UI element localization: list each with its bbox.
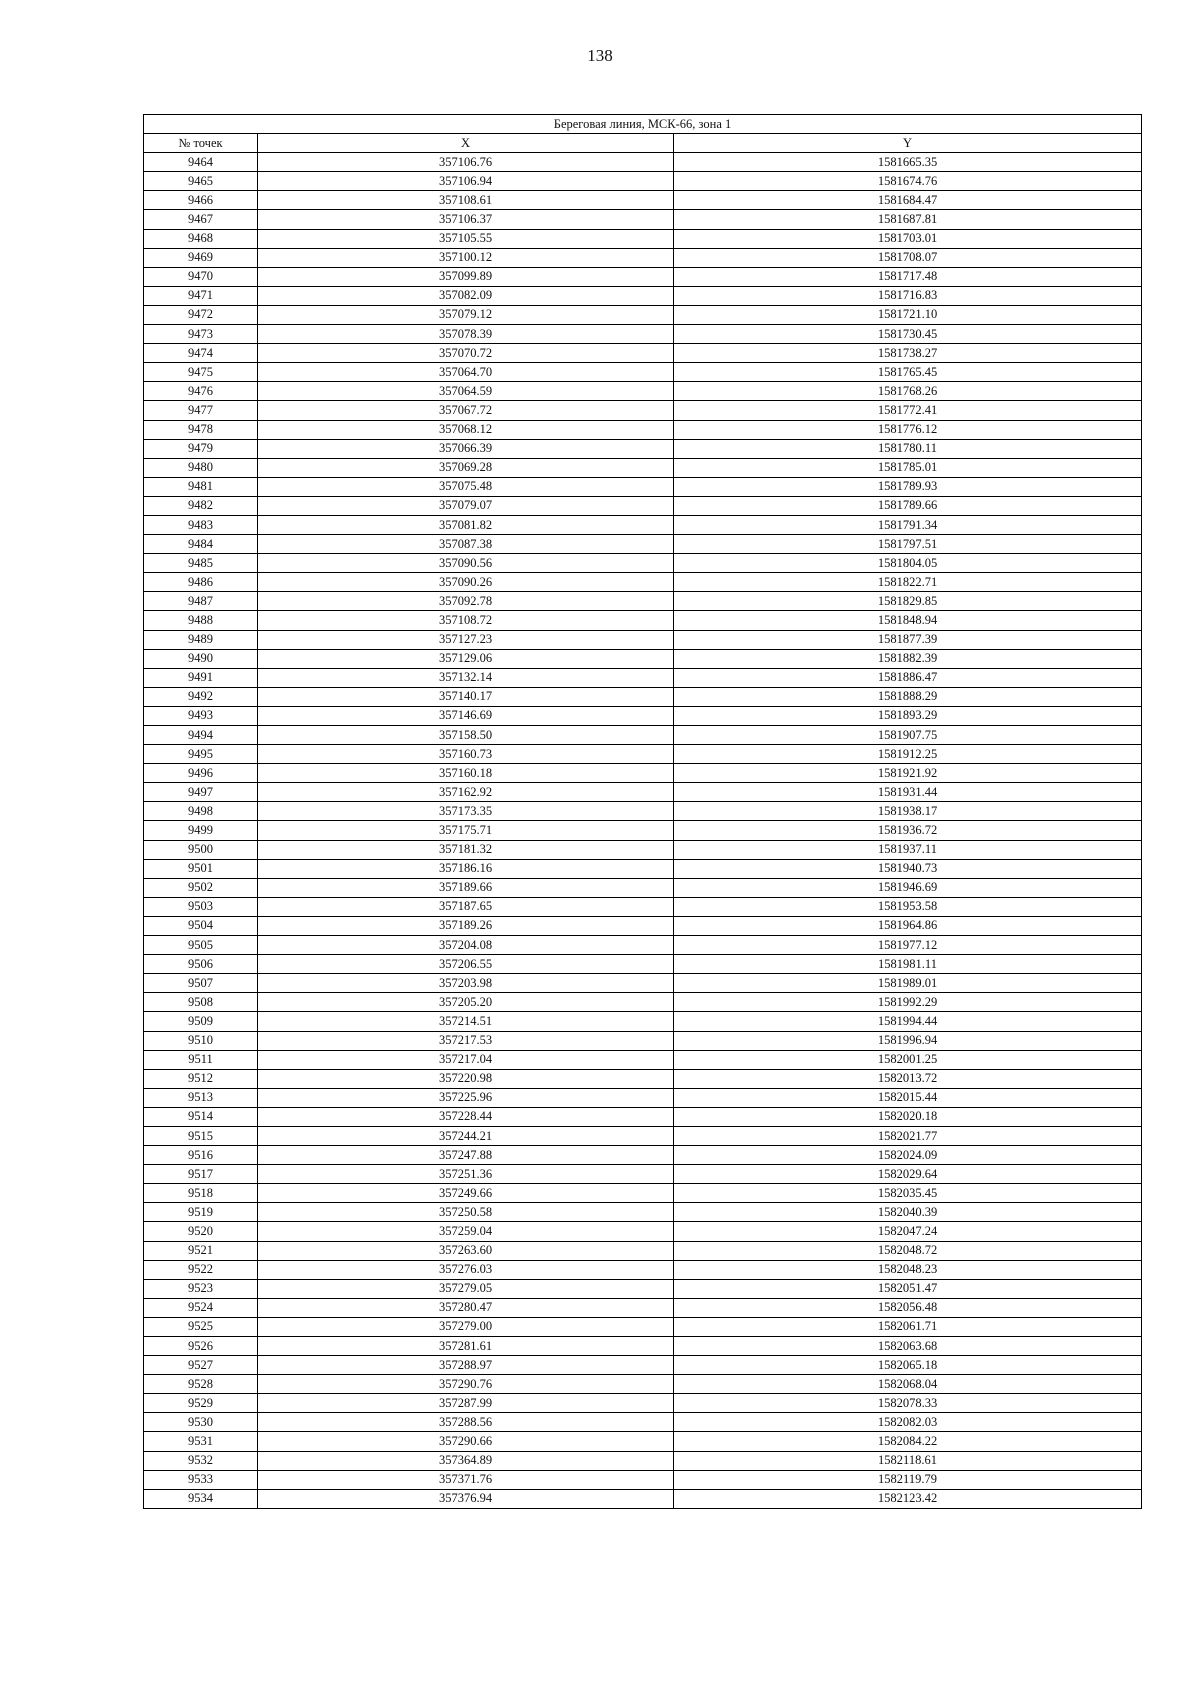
cell-point-number: 9534 [144,1489,258,1508]
table-row [144,267,1142,286]
cell-point-number: 9467 [144,210,258,229]
table-row [144,325,1142,344]
cell-x: 357108.61 [258,191,674,210]
cell-x: 357290.66 [258,1432,674,1451]
cell-y: 1581768.26 [674,382,1142,401]
cell-point-number: 9466 [144,191,258,210]
cell-x: 357106.76 [258,153,674,172]
table-row [144,382,1142,401]
cell-y: 1581937.11 [674,840,1142,859]
cell-y: 1581785.01 [674,458,1142,477]
cell-point-number: 9509 [144,1012,258,1031]
table-row [144,363,1142,382]
cell-point-number: 9502 [144,878,258,897]
cell-y: 1582048.23 [674,1260,1142,1279]
cell-point-number: 9482 [144,496,258,515]
cell-y: 1581912.25 [674,745,1142,764]
cell-point-number: 9498 [144,802,258,821]
cell-x: 357206.55 [258,955,674,974]
cell-point-number: 9503 [144,897,258,916]
header-y: Y [674,134,1142,153]
cell-x: 357082.09 [258,286,674,305]
table-row [144,496,1142,515]
cell-point-number: 9492 [144,687,258,706]
cell-point-number: 9489 [144,630,258,649]
table-row [144,229,1142,248]
cell-point-number: 9525 [144,1317,258,1336]
cell-point-number: 9468 [144,229,258,248]
header-x: X [258,134,674,153]
cell-x: 357160.73 [258,745,674,764]
table-row [144,554,1142,573]
cell-point-number: 9527 [144,1356,258,1375]
cell-x: 357189.66 [258,878,674,897]
table-row [144,1107,1142,1126]
cell-y: 1581776.12 [674,420,1142,439]
cell-point-number: 9472 [144,305,258,324]
cell-point-number: 9505 [144,936,258,955]
cell-point-number: 9479 [144,439,258,458]
cell-y: 1582056.48 [674,1298,1142,1317]
table-row [144,993,1142,1012]
cell-point-number: 9473 [144,325,258,344]
cell-x: 357092.78 [258,592,674,611]
cell-x: 357106.37 [258,210,674,229]
cell-y: 1581687.81 [674,210,1142,229]
cell-x: 357186.16 [258,859,674,878]
header-point-number: № точек [144,134,258,153]
cell-y: 1581738.27 [674,344,1142,363]
table-row [144,401,1142,420]
cell-x: 357106.94 [258,172,674,191]
cell-x: 357287.99 [258,1394,674,1413]
table-row [144,439,1142,458]
cell-x: 357364.89 [258,1451,674,1470]
table-row [144,458,1142,477]
cell-y: 1582078.33 [674,1394,1142,1413]
table-row [144,1241,1142,1260]
cell-y: 1581981.11 [674,955,1142,974]
cell-point-number: 9533 [144,1470,258,1489]
cell-point-number: 9515 [144,1126,258,1145]
cell-x: 357288.56 [258,1413,674,1432]
cell-x: 357371.76 [258,1470,674,1489]
cell-x: 357228.44 [258,1107,674,1126]
cell-x: 357263.60 [258,1241,674,1260]
cell-y: 1581721.10 [674,305,1142,324]
cell-point-number: 9469 [144,248,258,267]
cell-x: 357070.72 [258,344,674,363]
cell-point-number: 9513 [144,1088,258,1107]
table-row [144,1337,1142,1356]
table-row [144,611,1142,630]
cell-x: 357075.48 [258,477,674,496]
table-row [144,1279,1142,1298]
cell-x: 357290.76 [258,1375,674,1394]
table-row [144,1451,1142,1470]
table-row [144,1470,1142,1489]
cell-point-number: 9485 [144,554,258,573]
cell-y: 1581716.83 [674,286,1142,305]
table-row [144,1203,1142,1222]
table-row [144,1165,1142,1184]
cell-point-number: 9480 [144,458,258,477]
cell-point-number: 9511 [144,1050,258,1069]
cell-x: 357105.55 [258,229,674,248]
cell-point-number: 9501 [144,859,258,878]
cell-x: 357214.51 [258,1012,674,1031]
table-row [144,286,1142,305]
table-row [144,764,1142,783]
table-row [144,1375,1142,1394]
cell-point-number: 9497 [144,783,258,802]
cell-x: 357064.59 [258,382,674,401]
cell-y: 1581684.47 [674,191,1142,210]
cell-x: 357281.61 [258,1337,674,1356]
table-row [144,1394,1142,1413]
table-row [144,936,1142,955]
cell-y: 1581882.39 [674,649,1142,668]
cell-point-number: 9531 [144,1432,258,1451]
table-row [144,305,1142,324]
cell-point-number: 9494 [144,726,258,745]
table-row [144,726,1142,745]
table-row [144,974,1142,993]
cell-y: 1581789.93 [674,477,1142,496]
cell-point-number: 9470 [144,267,258,286]
cell-y: 1582001.25 [674,1050,1142,1069]
cell-x: 357081.82 [258,515,674,534]
table-row [144,706,1142,725]
cell-y: 1581994.44 [674,1012,1142,1031]
cell-point-number: 9526 [144,1337,258,1356]
table-row [144,878,1142,897]
table-title-row [144,115,1142,134]
cell-y: 1582035.45 [674,1184,1142,1203]
cell-x: 357280.47 [258,1298,674,1317]
cell-y: 1581977.12 [674,936,1142,955]
cell-x: 357187.65 [258,897,674,916]
cell-x: 357217.04 [258,1050,674,1069]
cell-y: 1581936.72 [674,821,1142,840]
cell-x: 357069.28 [258,458,674,477]
cell-y: 1581708.07 [674,248,1142,267]
cell-y: 1581797.51 [674,535,1142,554]
table-row [144,1356,1142,1375]
table-row [144,420,1142,439]
cell-y: 1581703.01 [674,229,1142,248]
table-row [144,821,1142,840]
cell-y: 1581804.05 [674,554,1142,573]
cell-x: 357181.32 [258,840,674,859]
table-row [144,172,1142,191]
cell-point-number: 9516 [144,1146,258,1165]
table-row [144,1184,1142,1203]
table-header-row [144,134,1142,153]
table-row [144,897,1142,916]
cell-point-number: 9491 [144,668,258,687]
cell-y: 1582029.64 [674,1165,1142,1184]
cell-point-number: 9500 [144,840,258,859]
cell-y: 1581717.48 [674,267,1142,286]
table-row [144,1126,1142,1145]
cell-point-number: 9529 [144,1394,258,1413]
cell-x: 357288.97 [258,1356,674,1375]
cell-x: 357146.69 [258,706,674,725]
cell-x: 357100.12 [258,248,674,267]
cell-point-number: 9488 [144,611,258,630]
cell-y: 1582061.71 [674,1317,1142,1336]
table-row [144,573,1142,592]
cell-y: 1582020.18 [674,1107,1142,1126]
cell-y: 1581953.58 [674,897,1142,916]
table-title: Береговая линия, МСК-66, зона 1 [144,115,1142,134]
cell-point-number: 9486 [144,573,258,592]
cell-y: 1581848.94 [674,611,1142,630]
cell-y: 1581886.47 [674,668,1142,687]
table-row [144,1012,1142,1031]
table-row [144,916,1142,935]
cell-point-number: 9504 [144,916,258,935]
cell-y: 1581893.29 [674,706,1142,725]
cell-x: 357217.53 [258,1031,674,1050]
cell-y: 1581931.44 [674,783,1142,802]
table-row [144,1222,1142,1241]
cell-y: 1581940.73 [674,859,1142,878]
table-row [144,955,1142,974]
cell-y: 1581964.86 [674,916,1142,935]
cell-y: 1582024.09 [674,1146,1142,1165]
cell-x: 357162.92 [258,783,674,802]
cell-x: 357079.07 [258,496,674,515]
cell-y: 1581989.01 [674,974,1142,993]
page-number: 138 [587,46,613,65]
cell-y: 1581780.11 [674,439,1142,458]
cell-x: 357067.72 [258,401,674,420]
cell-y: 1582021.77 [674,1126,1142,1145]
cell-y: 1582015.44 [674,1088,1142,1107]
cell-point-number: 9524 [144,1298,258,1317]
cell-y: 1581992.29 [674,993,1142,1012]
cell-point-number: 9519 [144,1203,258,1222]
cell-x: 357099.89 [258,267,674,286]
cell-point-number: 9478 [144,420,258,439]
cell-x: 357189.26 [258,916,674,935]
table-row [144,745,1142,764]
cell-point-number: 9518 [144,1184,258,1203]
cell-y: 1581822.71 [674,573,1142,592]
cell-point-number: 9465 [144,172,258,191]
cell-x: 357204.08 [258,936,674,955]
cell-y: 1582118.61 [674,1451,1142,1470]
cell-x: 357376.94 [258,1489,674,1508]
cell-point-number: 9487 [144,592,258,611]
cell-y: 1581877.39 [674,630,1142,649]
cell-y: 1582013.72 [674,1069,1142,1088]
cell-point-number: 9508 [144,993,258,1012]
cell-point-number: 9522 [144,1260,258,1279]
cell-point-number: 9474 [144,344,258,363]
cell-y: 1582047.24 [674,1222,1142,1241]
cell-x: 357129.06 [258,649,674,668]
cell-point-number: 9493 [144,706,258,725]
cell-y: 1581791.34 [674,515,1142,534]
cell-x: 357160.18 [258,764,674,783]
cell-point-number: 9475 [144,363,258,382]
cell-point-number: 9528 [144,1375,258,1394]
cell-x: 357158.50 [258,726,674,745]
cell-point-number: 9523 [144,1279,258,1298]
cell-x: 357244.21 [258,1126,674,1145]
table-row [144,344,1142,363]
table-row [144,1260,1142,1279]
cell-x: 357250.58 [258,1203,674,1222]
cell-x: 357064.70 [258,363,674,382]
cell-y: 1582051.47 [674,1279,1142,1298]
table-row [144,1298,1142,1317]
cell-x: 357140.17 [258,687,674,706]
table-body [144,153,1142,1509]
cell-point-number: 9530 [144,1413,258,1432]
cell-x: 357225.96 [258,1088,674,1107]
cell-point-number: 9520 [144,1222,258,1241]
cell-x: 357203.98 [258,974,674,993]
cell-y: 1581829.85 [674,592,1142,611]
table-row [144,1146,1142,1165]
cell-x: 357066.39 [258,439,674,458]
cell-y: 1582048.72 [674,1241,1142,1260]
cell-point-number: 9471 [144,286,258,305]
cell-y: 1581907.75 [674,726,1142,745]
table-row [144,1317,1142,1336]
table-row [144,1413,1142,1432]
cell-x: 357220.98 [258,1069,674,1088]
table-row [144,1069,1142,1088]
cell-point-number: 9512 [144,1069,258,1088]
cell-y: 1581772.41 [674,401,1142,420]
table-row [144,840,1142,859]
cell-y: 1582063.68 [674,1337,1142,1356]
cell-point-number: 9496 [144,764,258,783]
cell-point-number: 9477 [144,401,258,420]
cell-y: 1581921.92 [674,764,1142,783]
cell-point-number: 9521 [144,1241,258,1260]
table-row [144,153,1142,172]
cell-y: 1582040.39 [674,1203,1142,1222]
cell-point-number: 9483 [144,515,258,534]
table-row [144,191,1142,210]
table-row [144,248,1142,267]
cell-y: 1581888.29 [674,687,1142,706]
cell-x: 357087.38 [258,535,674,554]
cell-y: 1581996.94 [674,1031,1142,1050]
table-row [144,783,1142,802]
cell-x: 357276.03 [258,1260,674,1279]
table-row [144,1088,1142,1107]
cell-point-number: 9514 [144,1107,258,1126]
table-row [144,630,1142,649]
cell-y: 1581730.45 [674,325,1142,344]
cell-x: 357247.88 [258,1146,674,1165]
cell-y: 1582084.22 [674,1432,1142,1451]
cell-x: 357173.35 [258,802,674,821]
cell-x: 357127.23 [258,630,674,649]
cell-point-number: 9495 [144,745,258,764]
table-row [144,802,1142,821]
cell-x: 357251.36 [258,1165,674,1184]
cell-x: 357090.56 [258,554,674,573]
cell-x: 357175.71 [258,821,674,840]
cell-point-number: 9499 [144,821,258,840]
cell-x: 357249.66 [258,1184,674,1203]
cell-x: 357078.39 [258,325,674,344]
cell-point-number: 9490 [144,649,258,668]
cell-point-number: 9532 [144,1451,258,1470]
cell-point-number: 9506 [144,955,258,974]
table-row [144,649,1142,668]
cell-y: 1582068.04 [674,1375,1142,1394]
cell-x: 357279.05 [258,1279,674,1298]
table-row [144,515,1142,534]
coordinates-table [143,114,1142,1509]
cell-point-number: 9481 [144,477,258,496]
cell-y: 1582082.03 [674,1413,1142,1432]
cell-x: 357205.20 [258,993,674,1012]
cell-y: 1581789.66 [674,496,1142,515]
cell-y: 1582119.79 [674,1470,1142,1489]
cell-y: 1581665.35 [674,153,1142,172]
cell-y: 1582123.42 [674,1489,1142,1508]
cell-point-number: 9476 [144,382,258,401]
cell-y: 1581938.17 [674,802,1142,821]
cell-y: 1581946.69 [674,878,1142,897]
table-row [144,668,1142,687]
cell-y: 1582065.18 [674,1356,1142,1375]
cell-x: 357090.26 [258,573,674,592]
cell-point-number: 9464 [144,153,258,172]
table-row [144,859,1142,878]
table-row [144,687,1142,706]
cell-point-number: 9507 [144,974,258,993]
cell-x: 357068.12 [258,420,674,439]
cell-point-number: 9510 [144,1031,258,1050]
table-row [144,1432,1142,1451]
table-row [144,592,1142,611]
table-row [144,477,1142,496]
table-row [144,1489,1142,1508]
cell-x: 357279.00 [258,1317,674,1336]
table-row [144,1050,1142,1069]
cell-point-number: 9517 [144,1165,258,1184]
cell-x: 357108.72 [258,611,674,630]
cell-y: 1581765.45 [674,363,1142,382]
cell-point-number: 9484 [144,535,258,554]
table-row [144,535,1142,554]
table-row [144,210,1142,229]
cell-y: 1581674.76 [674,172,1142,191]
cell-x: 357259.04 [258,1222,674,1241]
table-row [144,1031,1142,1050]
cell-x: 357079.12 [258,305,674,324]
cell-x: 357132.14 [258,668,674,687]
